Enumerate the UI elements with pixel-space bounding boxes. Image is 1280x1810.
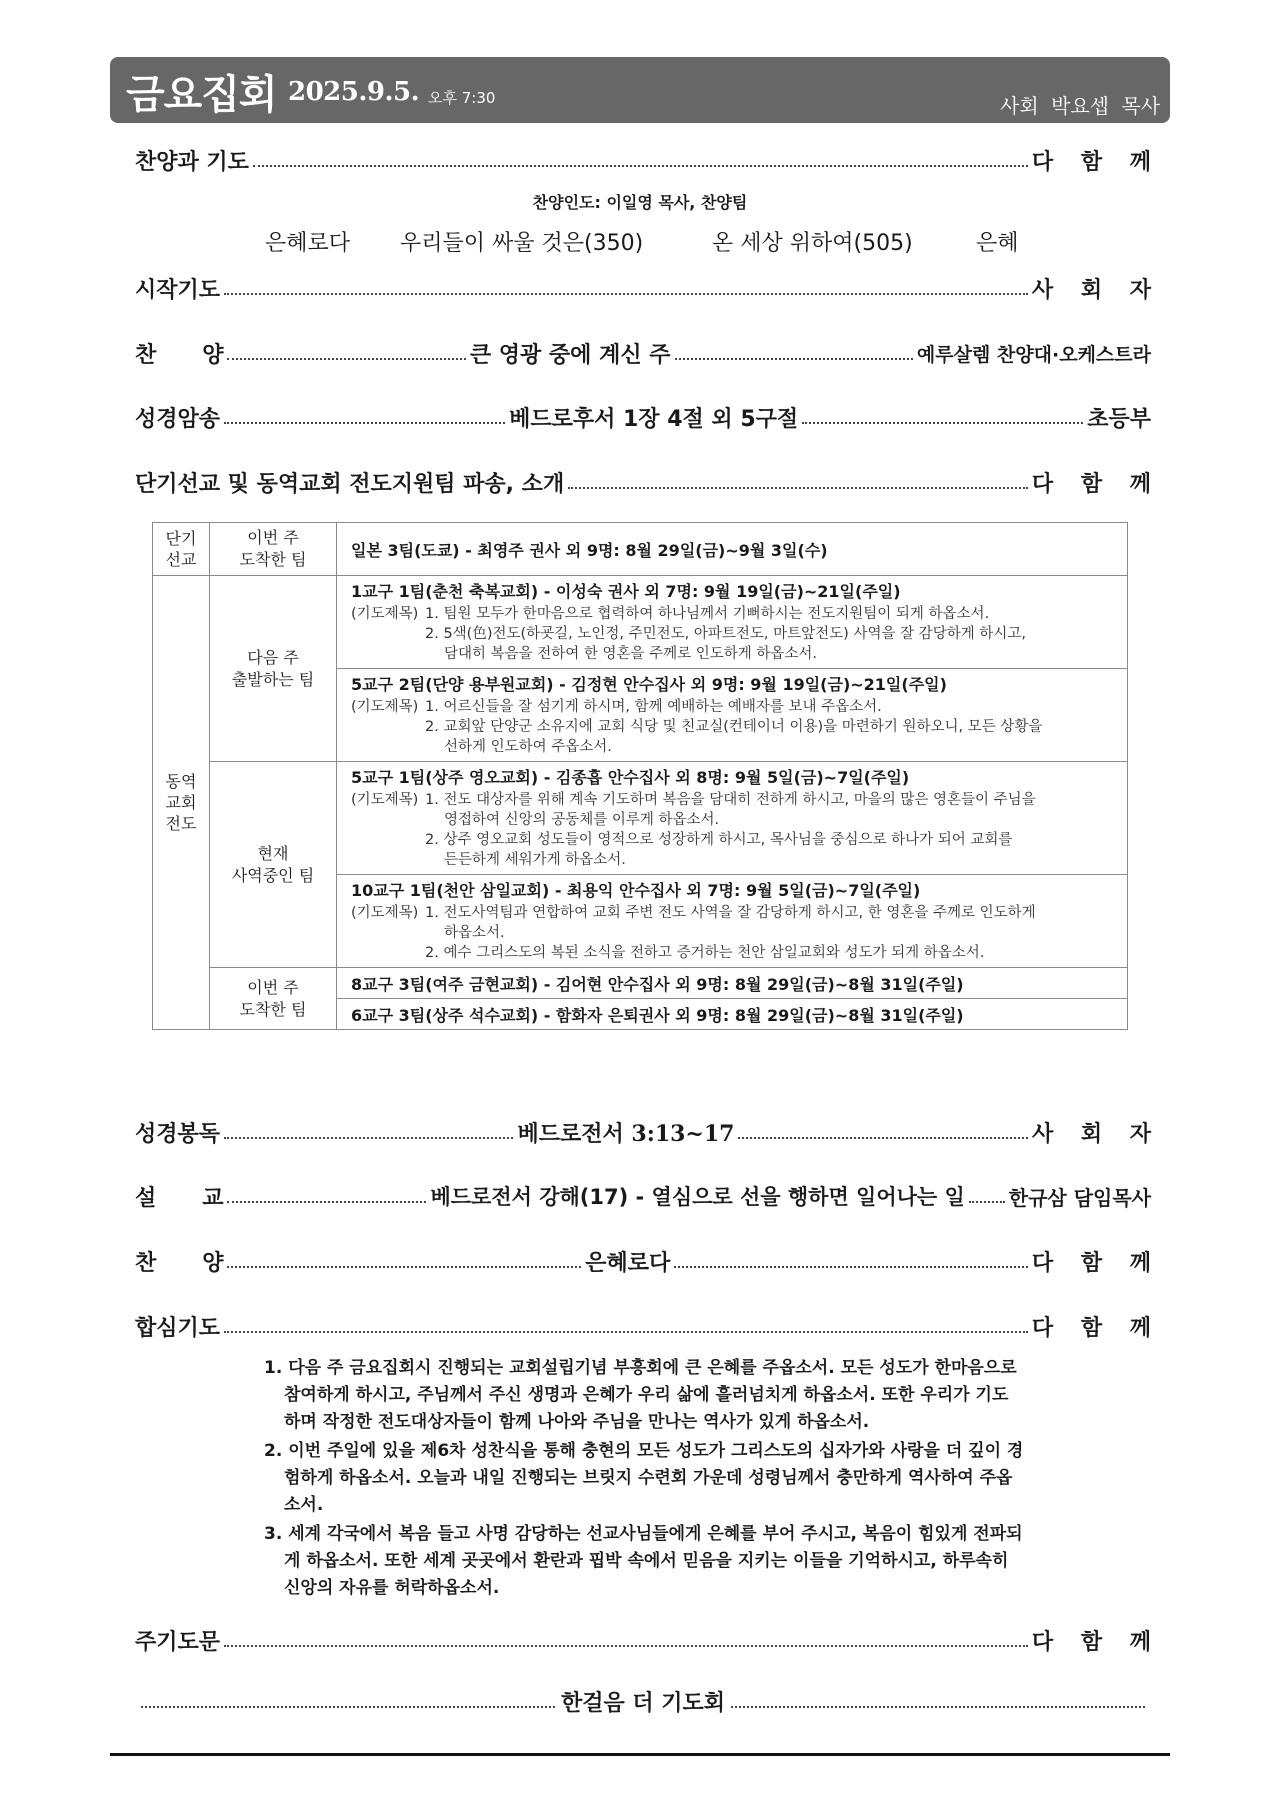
prayer-text: 2. 상주 영오교회 성도들이 영적으로 성장하게 하시고, 목사님을 중심으로 하나가 되어 교회를 <box>425 832 1013 848</box>
order-performer: 한규삼 담임목사 <box>1008 1185 1151 1210</box>
category-text: 선교 <box>165 550 197 569</box>
prayer-item: 1. 다음 주 금요집회시 진행되는 교회설립기념 부흥회에 큰 은혜를 주옵소서. 모든 성도가 한마음으로 참여하게 하시고, 주님께서 주신 생명과 은혜가 우리 삶에 흘러넘치게 하옵소서. 또한 우리가 기도하며 작정한 전도대상자들이 함께 나아와 주님을 만나는 역사가 있게 하옵소서. <box>264 1358 1017 1432</box>
prayer-text: 2. 예수 그리스도의 복된 소식을 전하고 증거하는 천안 삼일교회와 성도가 되게 하옵소서. <box>425 945 985 961</box>
prayer-text: 1. 전도 대상자를 위해 계속 기도하며 복음을 담대히 전하게 하시고, 마을의 많은 영혼들이 주님을 <box>425 792 1036 808</box>
dotted-leader <box>802 422 1083 424</box>
service-title: 금요집회 <box>126 72 277 118</box>
group-cell <box>210 762 337 968</box>
order-label: 설 교 <box>135 1185 224 1211</box>
order-label: 찬 양 <box>135 1250 224 1276</box>
prayer-text: 선하게 인도하여 주옵소서. <box>444 739 612 755</box>
prayer-tag: (기도제목) <box>351 606 419 622</box>
group-text: 현재 <box>257 843 289 863</box>
prayer-item: 2. 이번 주일에 있을 제6차 성찬식을 통해 충현의 모든 성도가 그리스도의 십자가와 사랑을 더 깊이 경험하게 하옵소서. 오늘과 내일 진행되는 브릿지 수련회 가운데 성령님께서 충만하게 역사하여 주옵소서. <box>264 1441 1024 1515</box>
table-row <box>153 523 1128 576</box>
order-performer: 예루살렘 찬양대·오케스트라 <box>916 343 1151 366</box>
order-label: 주기도문 <box>135 1629 221 1655</box>
order-performer: 초등부 <box>1087 406 1151 432</box>
team-entry <box>337 875 1128 968</box>
category-cell <box>153 523 210 576</box>
team-heading: 10교구 1팀(천안 삼일교회) - 최용익 안수집사 외 7명: 9월 5일(금)~7일(주일) <box>351 881 921 900</box>
dotted-leader <box>224 1645 1028 1647</box>
order-label: 합심기도 <box>135 1315 221 1341</box>
order-content: 베드로전서 3:13~17 <box>517 1120 735 1147</box>
order-item <box>135 1306 1161 1346</box>
prayer-item: 3. 세계 각국에서 복음 들고 사명 감당하는 선교사님들에게 은혜를 부어 주시고, 복음이 힘있게 전파되게 하옵소서. 또한 세계 곳곳에서 환란과 핍박 속에서 믿음을 지키는 이들을 기억하시고, 하루속히 신앙의 자유를 허락하옵소서. <box>264 1524 1023 1598</box>
category-text: 동역 <box>165 772 197 791</box>
order-label: 성경암송 <box>135 406 221 432</box>
group-text: 출발하는 팀 <box>231 669 315 689</box>
order-content: 큰 영광 중에 계신 주 <box>469 342 671 368</box>
team-heading: 5교구 2팀(단양 용부원교회) - 김정현 안수집사 외 9명: 9월 19일(금)~21일(주일) <box>351 675 947 694</box>
order-label: 성경봉독 <box>135 1121 221 1147</box>
footer-rule <box>110 1753 1170 1756</box>
service-time: 오후 7:30 <box>428 89 496 107</box>
order-performer: 다 함 께 <box>1031 1629 1161 1655</box>
prayer-text: 1. 어르신들을 잘 섬기게 하시며, 함께 예배하는 예배자를 보내 주옵소서. <box>425 699 882 715</box>
prayer-text: 영접하여 신앙의 공동체를 이루게 하옵소서. <box>444 812 720 828</box>
order-item <box>135 462 1161 502</box>
dotted-leader <box>227 1201 426 1203</box>
order-content: 베드로전서 강해(17) - 열심으로 선을 행하면 일어나는 일 <box>430 1185 965 1209</box>
order-item <box>135 1112 1162 1152</box>
order-item <box>135 268 1161 308</box>
header-bar <box>110 57 1170 123</box>
team-entry <box>337 762 1128 875</box>
closing-text: 한걸음 더 기도회 <box>560 1690 726 1716</box>
group-text: 다음 주 <box>247 647 299 667</box>
table-row <box>153 968 1128 999</box>
dotted-leader <box>675 358 913 360</box>
song-title: 우리들이 싸울 것은(350) <box>400 231 644 256</box>
order-item <box>135 1620 1161 1660</box>
team-entry <box>337 669 1128 762</box>
table-row <box>153 762 1128 875</box>
dotted-leader <box>731 1706 1145 1708</box>
closing-line <box>135 1683 1151 1719</box>
group-cell <box>210 576 337 762</box>
prayer-tag: (기도제목) <box>351 699 419 715</box>
dotted-leader <box>738 1137 1027 1139</box>
prayer-text: 2. 5색(色)전도(하굣길, 노인정, 주민전도, 아파트전도, 마트앞전도) 사역을 잘 감당하게 하시고, <box>425 626 1026 642</box>
dotted-leader <box>224 1331 1028 1333</box>
prayer-text: 1. 팀원 모두가 한마음으로 협력하여 하나님께서 기뻐하시는 전도지원팀이 되게 하옵소서. <box>425 606 990 622</box>
prayer-text: 1. 전도사역팀과 연합하여 교회 주변 전도 사역을 잘 감당하게 하시고, 한 영혼을 주께로 인도하게 <box>425 905 1036 921</box>
prayer-tag: (기도제목) <box>351 905 419 921</box>
order-performer: 다 함 께 <box>1031 471 1161 497</box>
prayer-text: 하옵소서. <box>444 925 505 941</box>
category-text: 전도 <box>165 814 197 833</box>
joint-prayer-list <box>264 1355 1024 1604</box>
team-entry: 6교구 3팀(상주 석수교회) - 함화자 은퇴권사 외 9명: 8월 29일(금)~8월 31일(주일) <box>337 999 1128 1030</box>
order-label: 찬 양 <box>135 342 224 368</box>
service-date: 2025.9.5. <box>288 77 420 107</box>
praise-leader: 찬양인도: 이일영 목사, 찬양팀 <box>532 193 748 212</box>
order-item <box>135 397 1151 437</box>
group-text: 도착한 팀 <box>239 550 307 569</box>
dotted-leader <box>568 487 1028 489</box>
team-entry <box>337 576 1128 669</box>
order-item <box>135 1176 1151 1216</box>
dotted-leader <box>969 1201 1005 1203</box>
song-title: 은혜로다 <box>265 231 351 256</box>
song-title: 온 세상 위하여(505) <box>712 231 913 256</box>
category-text: 단기 <box>165 529 197 548</box>
order-content: 베드로후서 1장 4절 외 5구절 <box>509 406 799 432</box>
group-cell <box>210 523 337 576</box>
order-performer: 다 함 께 <box>1031 1250 1161 1276</box>
dotted-leader <box>253 165 1028 167</box>
order-label: 찬양과 기도 <box>135 149 249 175</box>
group-text: 이번 주 <box>247 977 299 997</box>
order-content: 은혜로다 <box>585 1250 671 1276</box>
song-list <box>0 226 1280 256</box>
dotted-leader <box>227 358 465 360</box>
dotted-leader <box>224 293 1028 295</box>
team-heading: 1교구 1팀(춘천 축복교회) - 이성숙 권사 외 7명: 9월 19일(금)~21일(주일) <box>351 582 901 601</box>
team-heading: 5교구 1팀(상주 영오교회) - 김종흡 안수집사 외 8명: 9월 5일(금)~7일(주일) <box>351 768 910 787</box>
order-label: 단기선교 및 동역교회 전도지원팀 파송, 소개 <box>135 471 565 497</box>
service-leader: 사회 박요셉 목사 <box>1000 94 1160 118</box>
order-performer: 다 함 께 <box>1031 149 1161 175</box>
dotted-leader <box>141 1706 555 1708</box>
team-entry: 일본 3팀(도쿄) - 최영주 권사 외 9명: 8월 29일(금)~9월 3일(수) <box>337 523 1128 576</box>
group-text: 이번 주 <box>247 528 299 547</box>
table-row <box>153 576 1128 669</box>
category-text: 교회 <box>165 793 197 812</box>
order-performer: 사 회 자 <box>1031 277 1161 303</box>
group-text: 도착한 팀 <box>239 999 307 1019</box>
prayer-text: 든든하게 세워가게 하옵소서. <box>444 852 626 868</box>
song-title: 은혜 <box>976 231 1019 256</box>
dotted-leader <box>674 1266 1028 1268</box>
category-cell <box>153 576 210 1030</box>
order-performer: 사 회 자 <box>1031 1121 1162 1147</box>
mission-team-table <box>152 522 1128 1030</box>
team-entry: 8교구 3팀(여주 금현교회) - 김어현 안수집사 외 9명: 8월 29일(금)~8월 31일(주일) <box>337 968 1128 999</box>
prayer-text: 2. 교회앞 단양군 소유지에 교회 식당 및 친교실(컨테이너 이용)을 마련하기 원하오니, 모든 상황을 <box>425 719 1043 735</box>
order-performer: 다 함 께 <box>1031 1315 1161 1341</box>
group-text: 사역중인 팀 <box>231 865 315 885</box>
prayer-text: 담대히 복음을 전하여 한 영혼을 주께로 인도하게 하옵소서. <box>444 646 818 662</box>
dotted-leader <box>224 422 505 424</box>
dotted-leader <box>227 1266 581 1268</box>
order-item <box>135 140 1161 180</box>
group-cell <box>210 968 337 1030</box>
prayer-tag: (기도제목) <box>351 792 419 808</box>
dotted-leader <box>224 1137 513 1139</box>
order-label: 시작기도 <box>135 277 221 303</box>
order-item <box>135 1241 1161 1281</box>
order-item <box>135 333 1151 373</box>
